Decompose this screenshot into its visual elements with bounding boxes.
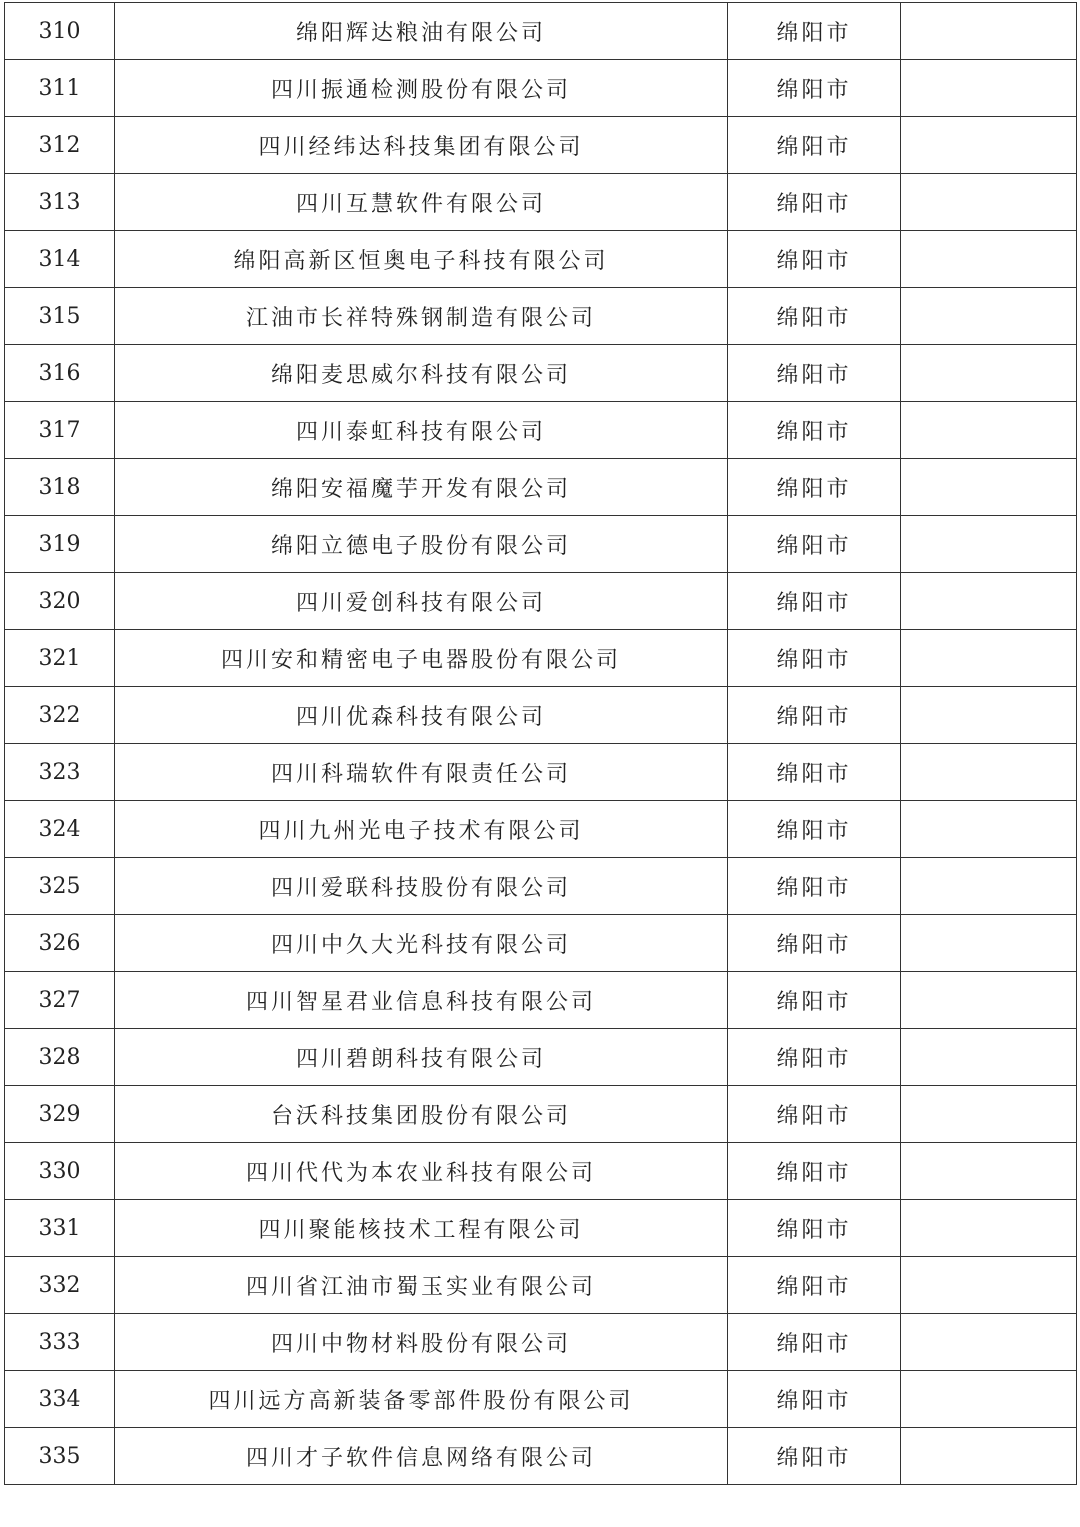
city-cell: 绵阳市 [728, 60, 901, 117]
company-name-cell: 四川才子软件信息网络有限公司 [115, 1428, 728, 1485]
row-number-cell: 329 [5, 1086, 115, 1143]
row-number-cell: 323 [5, 744, 115, 801]
company-name-cell: 四川科瑞软件有限责任公司 [115, 744, 728, 801]
note-cell [901, 630, 1077, 687]
row-number-cell: 334 [5, 1371, 115, 1428]
row-number-cell: 325 [5, 858, 115, 915]
note-cell [901, 687, 1077, 744]
table-body [5, 3, 1077, 1485]
company-name-cell: 四川爱联科技股份有限公司 [115, 858, 728, 915]
city-cell: 绵阳市 [728, 459, 901, 516]
row-number-cell: 327 [5, 972, 115, 1029]
note-cell [901, 1029, 1077, 1086]
company-name-cell: 四川中久大光科技有限公司 [115, 915, 728, 972]
company-name-cell: 绵阳辉达粮油有限公司 [115, 3, 728, 60]
company-name-cell: 台沃科技集团股份有限公司 [115, 1086, 728, 1143]
table-row [5, 402, 1077, 459]
row-number-cell: 332 [5, 1257, 115, 1314]
city-cell: 绵阳市 [728, 687, 901, 744]
row-number-cell: 313 [5, 174, 115, 231]
city-cell: 绵阳市 [728, 174, 901, 231]
city-cell: 绵阳市 [728, 1200, 901, 1257]
note-cell [901, 117, 1077, 174]
note-cell [901, 801, 1077, 858]
company-name-cell: 四川安和精密电子电器股份有限公司 [115, 630, 728, 687]
table-row [5, 1371, 1077, 1428]
note-cell [901, 345, 1077, 402]
company-name-cell: 绵阳麦思威尔科技有限公司 [115, 345, 728, 402]
table-row [5, 573, 1077, 630]
row-number-cell: 317 [5, 402, 115, 459]
company-name-cell: 四川振通检测股份有限公司 [115, 60, 728, 117]
row-number-cell: 312 [5, 117, 115, 174]
table-row [5, 3, 1077, 60]
city-cell: 绵阳市 [728, 972, 901, 1029]
city-cell: 绵阳市 [728, 630, 901, 687]
row-number-cell: 314 [5, 231, 115, 288]
company-name-cell: 绵阳高新区恒奥电子科技有限公司 [115, 231, 728, 288]
table-row [5, 1029, 1077, 1086]
row-number-cell: 315 [5, 288, 115, 345]
note-cell [901, 1086, 1077, 1143]
table-row [5, 60, 1077, 117]
note-cell [901, 516, 1077, 573]
table-row [5, 288, 1077, 345]
city-cell: 绵阳市 [728, 1314, 901, 1371]
company-name-cell: 四川中物材料股份有限公司 [115, 1314, 728, 1371]
table-row [5, 915, 1077, 972]
company-name-cell: 四川爱创科技有限公司 [115, 573, 728, 630]
city-cell: 绵阳市 [728, 1257, 901, 1314]
note-cell [901, 459, 1077, 516]
note-cell [901, 1371, 1077, 1428]
city-cell: 绵阳市 [728, 744, 901, 801]
note-cell [901, 915, 1077, 972]
company-name-cell: 四川优森科技有限公司 [115, 687, 728, 744]
company-name-cell: 四川九州光电子技术有限公司 [115, 801, 728, 858]
company-list-table-wrapper [4, 2, 1076, 1485]
row-number-cell: 335 [5, 1428, 115, 1485]
row-number-cell: 316 [5, 345, 115, 402]
table-row [5, 345, 1077, 402]
note-cell [901, 60, 1077, 117]
company-name-cell: 四川代代为本农业科技有限公司 [115, 1143, 728, 1200]
table-row [5, 1086, 1077, 1143]
city-cell: 绵阳市 [728, 915, 901, 972]
company-name-cell: 江油市长祥特殊钢制造有限公司 [115, 288, 728, 345]
note-cell [901, 1200, 1077, 1257]
table-row [5, 231, 1077, 288]
note-cell [901, 744, 1077, 801]
note-cell [901, 1143, 1077, 1200]
city-cell: 绵阳市 [728, 1428, 901, 1485]
company-name-cell: 四川省江油市蜀玉实业有限公司 [115, 1257, 728, 1314]
table-row [5, 1428, 1077, 1485]
table-row [5, 459, 1077, 516]
table-row [5, 744, 1077, 801]
table-row [5, 801, 1077, 858]
city-cell: 绵阳市 [728, 231, 901, 288]
city-cell: 绵阳市 [728, 3, 901, 60]
table-row [5, 972, 1077, 1029]
row-number-cell: 320 [5, 573, 115, 630]
company-name-cell: 四川泰虹科技有限公司 [115, 402, 728, 459]
row-number-cell: 318 [5, 459, 115, 516]
row-number-cell: 321 [5, 630, 115, 687]
row-number-cell: 322 [5, 687, 115, 744]
company-name-cell: 绵阳立德电子股份有限公司 [115, 516, 728, 573]
company-name-cell: 四川远方高新装备零部件股份有限公司 [115, 1371, 728, 1428]
table-row [5, 174, 1077, 231]
note-cell [901, 1257, 1077, 1314]
company-list-table [4, 2, 1077, 1485]
row-number-cell: 310 [5, 3, 115, 60]
table-row [5, 1143, 1077, 1200]
row-number-cell: 331 [5, 1200, 115, 1257]
table-row [5, 630, 1077, 687]
table-row [5, 516, 1077, 573]
note-cell [901, 1428, 1077, 1485]
row-number-cell: 311 [5, 60, 115, 117]
note-cell [901, 402, 1077, 459]
city-cell: 绵阳市 [728, 1143, 901, 1200]
note-cell [901, 3, 1077, 60]
row-number-cell: 333 [5, 1314, 115, 1371]
company-name-cell: 绵阳安福魔芋开发有限公司 [115, 459, 728, 516]
city-cell: 绵阳市 [728, 573, 901, 630]
city-cell: 绵阳市 [728, 288, 901, 345]
company-name-cell: 四川经纬达科技集团有限公司 [115, 117, 728, 174]
city-cell: 绵阳市 [728, 516, 901, 573]
city-cell: 绵阳市 [728, 1029, 901, 1086]
note-cell [901, 174, 1077, 231]
note-cell [901, 573, 1077, 630]
city-cell: 绵阳市 [728, 402, 901, 459]
table-row [5, 117, 1077, 174]
row-number-cell: 319 [5, 516, 115, 573]
table-row [5, 687, 1077, 744]
table-row [5, 858, 1077, 915]
city-cell: 绵阳市 [728, 345, 901, 402]
row-number-cell: 326 [5, 915, 115, 972]
company-name-cell: 四川互慧软件有限公司 [115, 174, 728, 231]
note-cell [901, 231, 1077, 288]
row-number-cell: 328 [5, 1029, 115, 1086]
city-cell: 绵阳市 [728, 1371, 901, 1428]
company-name-cell: 四川碧朗科技有限公司 [115, 1029, 728, 1086]
company-name-cell: 四川聚能核技术工程有限公司 [115, 1200, 728, 1257]
table-row [5, 1200, 1077, 1257]
row-number-cell: 330 [5, 1143, 115, 1200]
city-cell: 绵阳市 [728, 801, 901, 858]
city-cell: 绵阳市 [728, 1086, 901, 1143]
city-cell: 绵阳市 [728, 117, 901, 174]
table-row [5, 1314, 1077, 1371]
row-number-cell: 324 [5, 801, 115, 858]
company-name-cell: 四川智星君业信息科技有限公司 [115, 972, 728, 1029]
note-cell [901, 858, 1077, 915]
note-cell [901, 972, 1077, 1029]
note-cell [901, 288, 1077, 345]
city-cell: 绵阳市 [728, 858, 901, 915]
note-cell [901, 1314, 1077, 1371]
table-row [5, 1257, 1077, 1314]
